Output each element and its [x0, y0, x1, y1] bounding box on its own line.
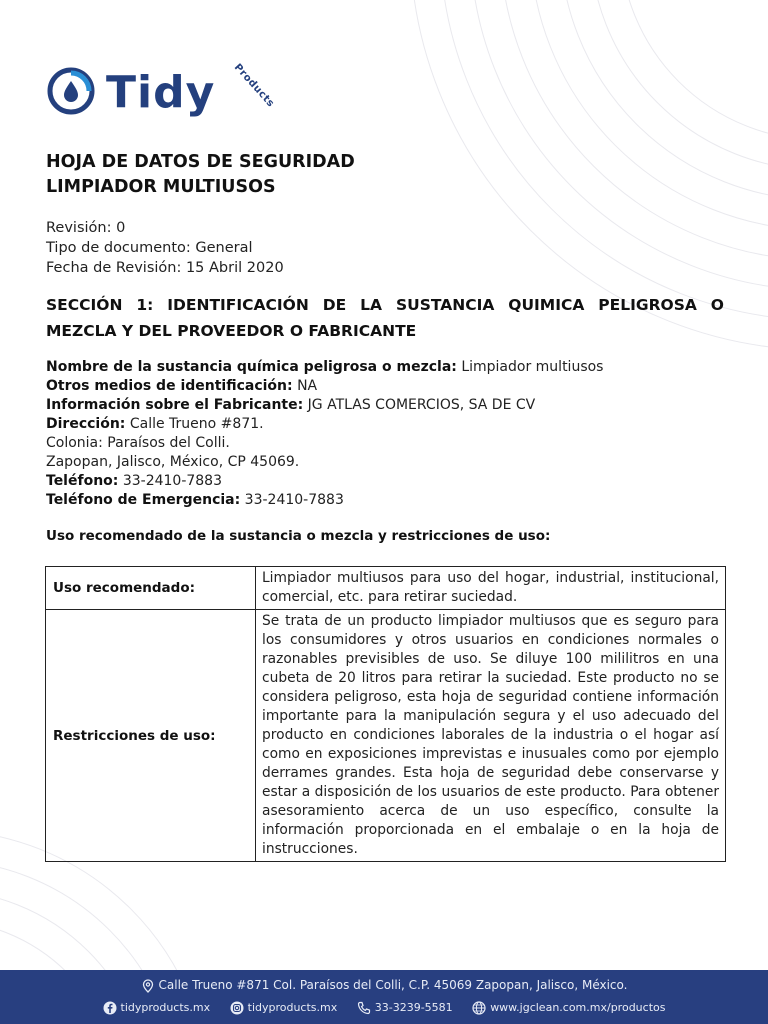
use-table — [45, 566, 726, 862]
section-1-heading: SECCIÓN 1: IDENTIFICACIÓN DE LA SUSTANCIA QUIMICA PELIGROSA O MEZCLA Y DEL PROVEEDOR O FABRICANTE — [46, 296, 724, 340]
title-line-1: HOJA DE DATOS DE SEGURIDAD — [46, 152, 355, 172]
phone-value: 33-2410-7883 — [118, 473, 223, 489]
other-id-value: NA — [292, 378, 318, 394]
document-title — [46, 150, 355, 200]
manufacturer-label: Información sobre el Fabricante: — [46, 397, 304, 413]
facebook-link[interactable] — [103, 1001, 211, 1015]
colonia-row: Colonia: Paraísos del Colli. — [46, 435, 230, 451]
footer-address: Calle Trueno #871 Col. Paraísos del Colli, C.P. 45069 Zapopan, Jalisco, México. — [158, 978, 628, 992]
address-value: Calle Trueno #871. — [125, 416, 264, 432]
emergency-phone-label: Teléfono de Emergencia: — [46, 492, 241, 508]
substance-name-value: Limpiador multiusos — [456, 359, 604, 375]
logo-tagline: Products — [231, 62, 277, 110]
document-meta — [46, 218, 284, 278]
footer-address-row — [0, 978, 768, 993]
substance-name-row — [46, 358, 603, 377]
footer-website: www.jgclean.com.mx/productos — [490, 1001, 666, 1014]
manufacturer-row — [46, 396, 603, 415]
address-row — [46, 415, 603, 434]
use-restrictions-heading: Uso recomendado de la sustancia o mezcla y restricciones de uso: — [46, 528, 551, 544]
phone-link[interactable] — [357, 1001, 453, 1015]
table-value-cell: Se trata de un producto limpiador multiusos que es seguro para los consumidores y otros usuarios en condiciones normales o razonables previsibles de uso. Se diluye 100 mililitros en una cubeta de 20 litros para retirar la suciedad. Este producto no se considera peligroso, esta hoja de seguridad contiene información importante para la manipulación segura y el uso adecuado del producto en condiciones laborales de la industria o el hogar así como en exposiciones imprevistas e inusuales como por ejemplo derrames grandes. Esta hoja de seguridad debe conservarse y estar a disposición de los usuarios de este producto. Para obtener asesoramiento acerca de un uso específico, consulte la información proporcionada en el embalaje o en la hoja de instrucciones. — [256, 610, 726, 862]
title-line-2: LIMPIADOR MULTIUSOS — [46, 177, 276, 197]
table-label-cell: Restricciones de uso: — [46, 610, 256, 862]
address-label: Dirección: — [46, 416, 126, 432]
phone-label: Teléfono: — [46, 473, 119, 489]
manufacturer-value: JG ATLAS COMERCIOS, SA DE CV — [303, 397, 536, 413]
website-link[interactable] — [472, 1001, 665, 1015]
revision-date: Fecha de Revisión: 15 Abril 2020 — [46, 260, 284, 276]
facebook-icon — [103, 1001, 117, 1015]
instagram-link[interactable] — [230, 1001, 338, 1015]
city-row: Zapopan, Jalisco, México, CP 45069. — [46, 454, 300, 470]
water-drop-icon — [46, 66, 96, 116]
footer-contact-row — [0, 1001, 768, 1015]
instagram-icon — [230, 1001, 244, 1015]
table-value-cell: Limpiador multiusos para uso del hogar, industrial, institucional, comercial, etc. para retirar suciedad. — [256, 567, 726, 610]
footer-phone: 33-3239-5581 — [374, 1001, 453, 1014]
table-label-cell: Uso recomendado: — [46, 567, 256, 610]
footer-bar — [0, 970, 768, 1024]
emergency-phone-value: 33-2410-7883 — [240, 492, 344, 508]
table-row — [46, 567, 726, 610]
instagram-handle: tidyproducts.mx — [247, 1001, 338, 1014]
document-type: Tipo de documento: General — [46, 240, 253, 256]
other-id-row — [46, 377, 603, 396]
table-row — [46, 610, 726, 862]
facebook-handle: tidyproducts.mx — [120, 1001, 211, 1014]
other-id-label: Otros medios de identificación: — [46, 378, 293, 394]
revision: Revisión: 0 — [46, 220, 126, 236]
phone-row — [46, 472, 603, 491]
location-icon — [141, 979, 155, 993]
logo-wordmark: Tidy — [106, 67, 216, 118]
substance-name-label: Nombre de la sustancia química peligrosa o mezcla: — [46, 359, 457, 375]
phone-icon — [357, 1001, 371, 1015]
emergency-phone-row — [46, 491, 603, 510]
identification-info — [46, 358, 603, 510]
globe-icon — [472, 1001, 486, 1015]
